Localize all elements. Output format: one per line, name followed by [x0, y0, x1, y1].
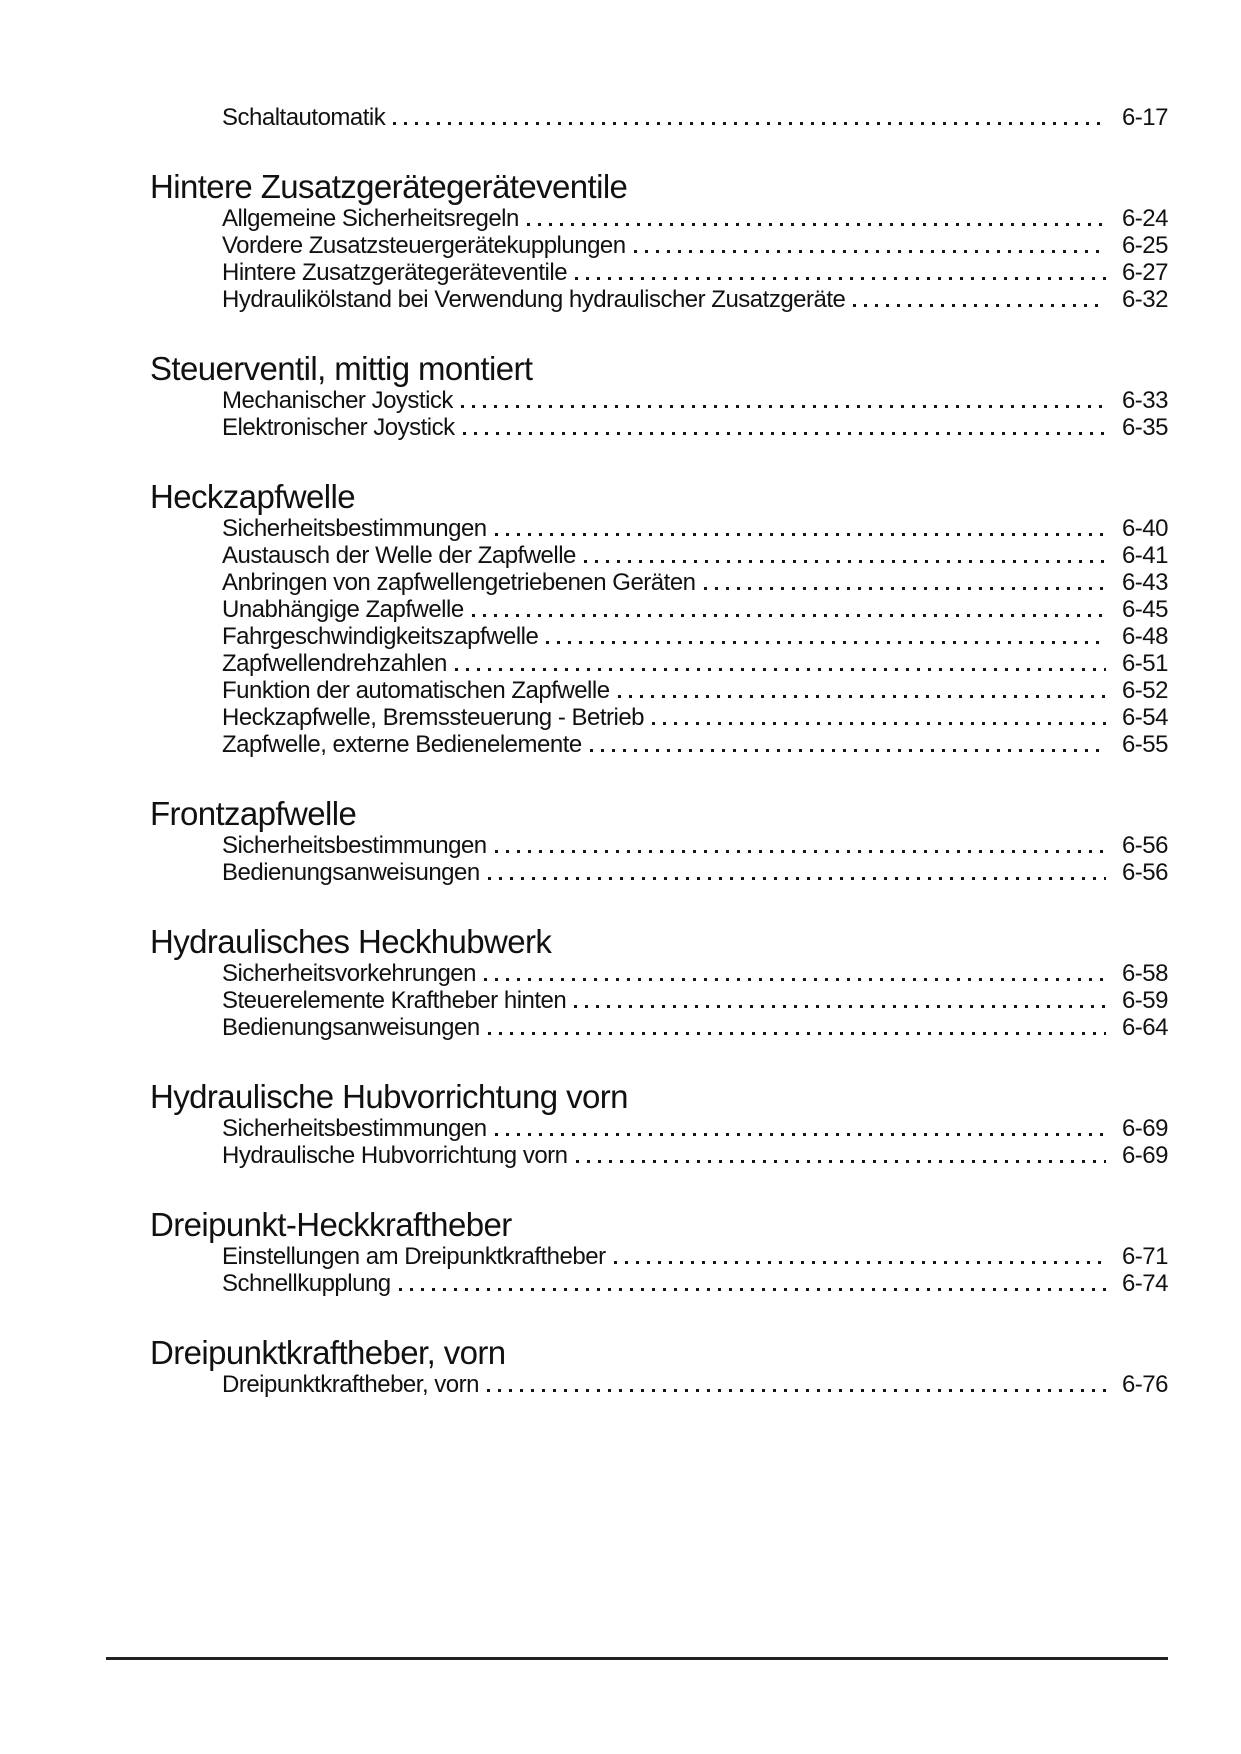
entry-page-number: 6-59 — [1121, 987, 1168, 1014]
footer-divider-line — [106, 1657, 1168, 1660]
entry-title: Bedienungsanweisungen — [222, 859, 480, 886]
section-heading: Steuerventil, mittig montiert — [150, 350, 533, 387]
entry-title: Vordere Zusatzsteuergerätekupplungen — [222, 232, 626, 259]
toc-section — [150, 169, 1168, 313]
toc-entry-row[interactable] — [222, 1014, 1168, 1041]
toc-entry-row[interactable] — [222, 1270, 1168, 1297]
toc-entry-row[interactable] — [222, 569, 1168, 596]
entry-title: Anbringen von zapfwellengetriebenen Geräten — [222, 569, 696, 596]
entry-page-number: 6-48 — [1121, 623, 1168, 650]
entry-title: Hintere Zusatzgerätegeräteventile — [222, 259, 568, 286]
toc-section — [150, 924, 1168, 1041]
dot-leader — [584, 560, 1106, 563]
toc-entry-row[interactable] — [222, 1371, 1168, 1398]
entry-title: Fahrgeschwindigkeitszapfwelle — [222, 623, 539, 650]
toc-entry-row[interactable] — [222, 286, 1168, 313]
toc-entry-row[interactable] — [222, 987, 1168, 1014]
entry-page-number: 6-71 — [1121, 1243, 1168, 1270]
dot-leader — [590, 749, 1106, 752]
entry-title: Elektronischer Joystick — [222, 414, 455, 441]
dot-leader — [472, 614, 1106, 617]
entry-page-number: 6-45 — [1121, 596, 1168, 623]
entry-title: Steuerelemente Kraftheber hinten — [222, 987, 567, 1014]
toc-entry-row[interactable] — [222, 650, 1168, 677]
entry-title: Einstellungen am Dreipunktkraftheber — [222, 1243, 606, 1270]
toc-entry-row[interactable] — [222, 1115, 1168, 1142]
section-entries — [150, 387, 1168, 441]
toc-entry-row[interactable] — [222, 515, 1168, 542]
dot-leader — [487, 1389, 1106, 1392]
entry-page-number: 6-54 — [1121, 704, 1168, 731]
toc-entry-row[interactable] — [222, 596, 1168, 623]
toc-section — [150, 1335, 1168, 1398]
entry-page-number: 6-56 — [1121, 859, 1168, 886]
section-entries — [150, 1115, 1168, 1169]
dot-leader — [853, 304, 1106, 307]
toc-entry-row[interactable] — [222, 832, 1168, 859]
toc-entry-row[interactable] — [222, 414, 1168, 441]
toc-entry-row[interactable] — [222, 104, 1168, 131]
entry-page-number: 6-41 — [1121, 542, 1168, 569]
entry-title: Funktion der automatischen Zapfwelle — [222, 677, 610, 704]
entry-page-number: 6-25 — [1121, 232, 1168, 259]
section-heading: Heckzapfwelle — [150, 478, 355, 515]
entry-title: Austausch der Welle der Zapfwelle — [222, 542, 576, 569]
entry-page-number: 6-69 — [1121, 1115, 1168, 1142]
dot-leader — [484, 978, 1106, 981]
entry-page-number: 6-51 — [1121, 650, 1168, 677]
toc-entry-row[interactable] — [222, 542, 1168, 569]
entry-page-number: 6-58 — [1121, 960, 1168, 987]
dot-leader — [495, 1133, 1106, 1136]
section-entries — [150, 832, 1168, 886]
entry-title: Hydraulische Hubvorrichtung vorn — [222, 1142, 568, 1169]
entry-page-number: 6-76 — [1121, 1371, 1168, 1398]
section-entries — [150, 104, 1168, 131]
dot-leader — [574, 1005, 1106, 1008]
entry-title: Sicherheitsvorkehrungen — [222, 960, 476, 987]
entry-title: Zapfwelle, externe Bedienelemente — [222, 731, 582, 758]
toc-entry-row[interactable] — [222, 387, 1168, 414]
dot-leader — [575, 277, 1106, 280]
toc-entry-row[interactable] — [222, 232, 1168, 259]
toc-section — [150, 1207, 1168, 1297]
entry-page-number: 6-24 — [1121, 205, 1168, 232]
section-entries — [150, 515, 1168, 758]
toc-entry-row[interactable] — [222, 677, 1168, 704]
toc-section — [150, 479, 1168, 758]
entry-title: Unabhängige Zapfwelle — [222, 596, 464, 623]
toc-entry-row[interactable] — [222, 859, 1168, 886]
entry-page-number: 6-40 — [1121, 515, 1168, 542]
dot-leader — [488, 1032, 1106, 1035]
section-entries — [150, 205, 1168, 313]
dot-leader — [399, 1288, 1106, 1291]
dot-leader — [618, 695, 1106, 698]
dot-leader — [634, 250, 1106, 253]
dot-leader — [461, 405, 1106, 408]
dot-leader — [614, 1261, 1106, 1264]
dot-leader — [455, 668, 1106, 671]
entry-page-number: 6-69 — [1121, 1142, 1168, 1169]
dot-leader — [576, 1160, 1107, 1163]
toc-entry-row[interactable] — [222, 623, 1168, 650]
entry-title: Mechanischer Joystick — [222, 387, 453, 414]
section-entries — [150, 1243, 1168, 1297]
section-heading: Hydraulisches Heckhubwerk — [150, 923, 552, 960]
toc-section — [150, 1079, 1168, 1169]
section-heading: Hydraulische Hubvorrichtung vorn — [150, 1078, 628, 1115]
dot-leader — [495, 850, 1106, 853]
toc-entry-row[interactable] — [222, 1243, 1168, 1270]
entry-title: Heckzapfwelle, Bremssteuerung - Betrieb — [222, 704, 645, 731]
section-heading: Dreipunktkraftheber, vorn — [150, 1334, 506, 1371]
section-heading: Frontzapfwelle — [150, 795, 357, 832]
entry-title: Allgemeine Sicherheitsregeln — [222, 205, 519, 232]
toc-sections — [150, 104, 1168, 1398]
entry-page-number: 6-52 — [1121, 677, 1168, 704]
section-entries — [150, 1371, 1168, 1398]
entry-page-number: 6-33 — [1121, 387, 1168, 414]
toc-entry-row[interactable] — [222, 1142, 1168, 1169]
section-entries — [150, 960, 1168, 1041]
dot-leader — [488, 877, 1106, 880]
entry-page-number: 6-43 — [1121, 569, 1168, 596]
dot-leader — [495, 533, 1106, 536]
entry-title: Hydraulikölstand bei Verwendung hydraulischer Zusatzgeräte — [222, 286, 846, 313]
entry-page-number: 6-32 — [1121, 286, 1168, 313]
entry-page-number: 6-55 — [1121, 731, 1168, 758]
dot-leader — [704, 587, 1106, 590]
section-heading: Dreipunkt-Heckkraftheber — [150, 1206, 512, 1243]
entry-page-number: 6-56 — [1121, 832, 1168, 859]
section-heading: Hintere Zusatzgerätegeräteventile — [150, 168, 628, 205]
toc-section — [150, 796, 1168, 886]
dot-leader — [546, 641, 1106, 644]
entry-title: Schnellkupplung — [222, 1270, 391, 1297]
dot-leader — [393, 122, 1106, 125]
toc-entry-row[interactable] — [222, 960, 1168, 987]
toc-section — [150, 104, 1168, 131]
dot-leader — [527, 223, 1106, 226]
toc-entry-row[interactable] — [222, 259, 1168, 286]
entry-page-number: 6-17 — [1121, 104, 1168, 131]
entry-title: Sicherheitsbestimmungen — [222, 832, 487, 859]
entry-title: Zapfwellendrehzahlen — [222, 650, 447, 677]
toc-entry-row[interactable] — [222, 704, 1168, 731]
entry-page-number: 6-27 — [1121, 259, 1168, 286]
entry-title: Dreipunktkraftheber, vorn — [222, 1371, 479, 1398]
toc-section — [150, 351, 1168, 441]
entry-title: Schaltautomatik — [222, 104, 386, 131]
entry-title: Sicherheitsbestimmungen — [222, 515, 487, 542]
entry-page-number: 6-74 — [1121, 1270, 1168, 1297]
entry-page-number: 6-35 — [1121, 414, 1168, 441]
dot-leader — [463, 432, 1106, 435]
toc-entry-row[interactable] — [222, 205, 1168, 232]
dot-leader — [652, 722, 1106, 725]
toc-entry-row[interactable] — [222, 731, 1168, 758]
entry-title: Sicherheitsbestimmungen — [222, 1115, 487, 1142]
entry-title: Bedienungsanweisungen — [222, 1014, 480, 1041]
entry-page-number: 6-64 — [1121, 1014, 1168, 1041]
